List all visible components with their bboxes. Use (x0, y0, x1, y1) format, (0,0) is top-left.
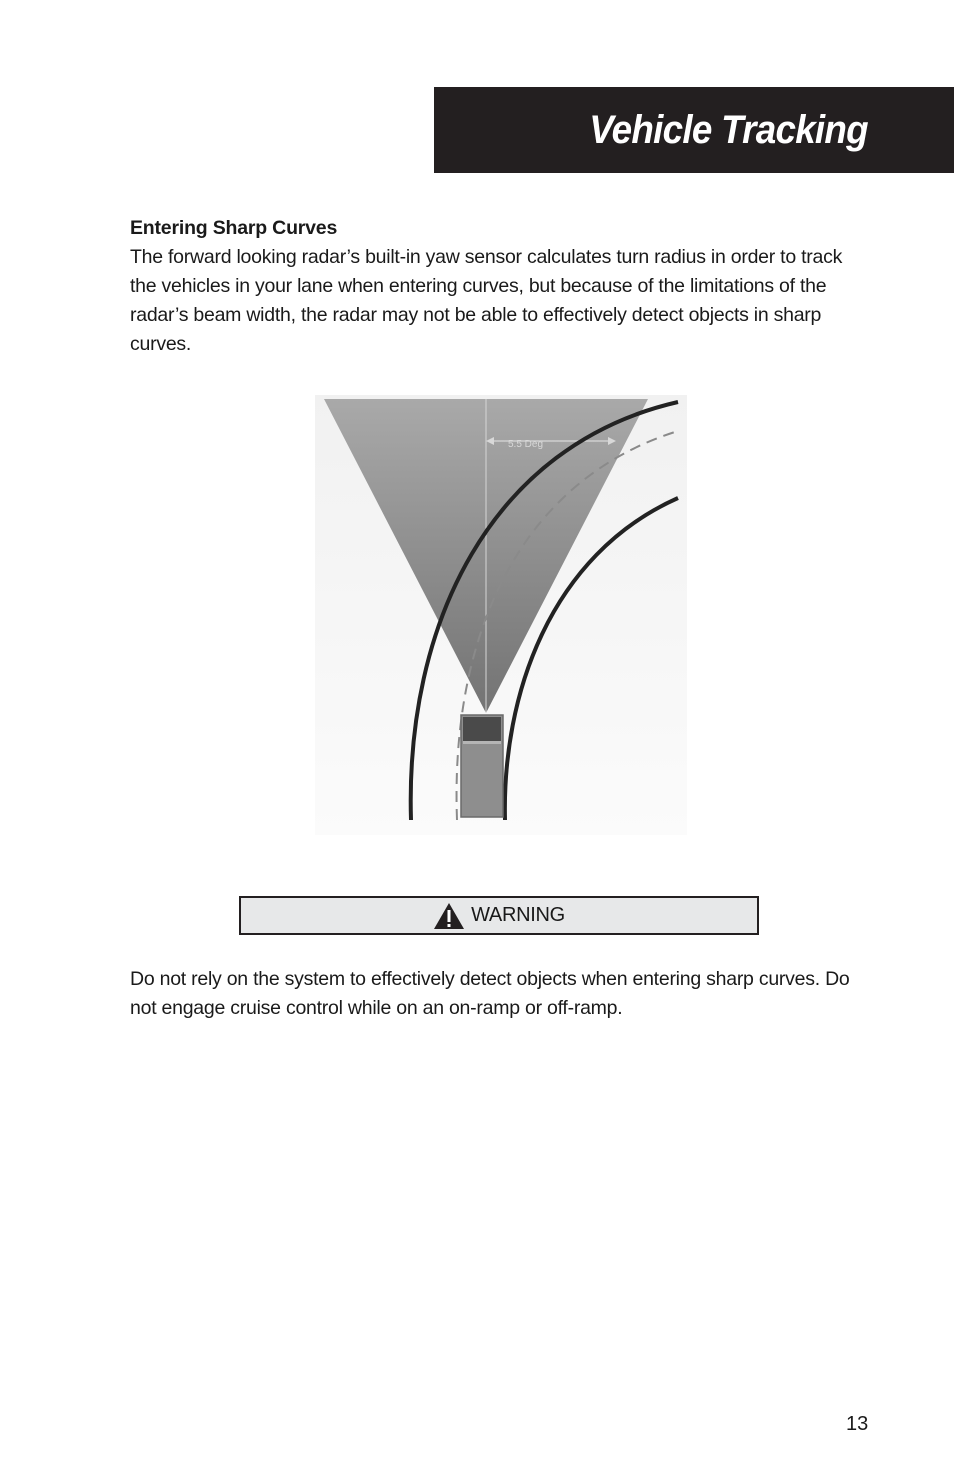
warning-triangle-icon (433, 902, 465, 930)
warning-message (130, 965, 870, 1023)
warning-label: WARNING (471, 904, 565, 926)
warning-banner (239, 896, 759, 935)
section-heading: Entering Sharp Curves (130, 217, 338, 239)
section-body: The forward looking radar’s built-in yaw sensor calculates turn radius in order to track the vehicles in your lane when entering curves, but because of the limitations of the radar’s beam width, the radar may not be able to effectively detect objects in sharp curves. (130, 246, 843, 355)
page-title: Vehicle Tracking (589, 107, 868, 152)
content-section (130, 214, 860, 359)
radar-curve-illustration (310, 395, 690, 835)
truck-icon (461, 715, 503, 817)
page-header-bar (434, 87, 954, 173)
warning-body: Do not rely on the system to effectively detect objects when entering sharp curves. Do not engage cruise control while on an on-ramp or off-ramp. (130, 968, 850, 1019)
page-number: 13 (846, 1413, 869, 1435)
angle-label: 5.5 Deg (508, 439, 544, 450)
radar-diagram (310, 395, 690, 835)
